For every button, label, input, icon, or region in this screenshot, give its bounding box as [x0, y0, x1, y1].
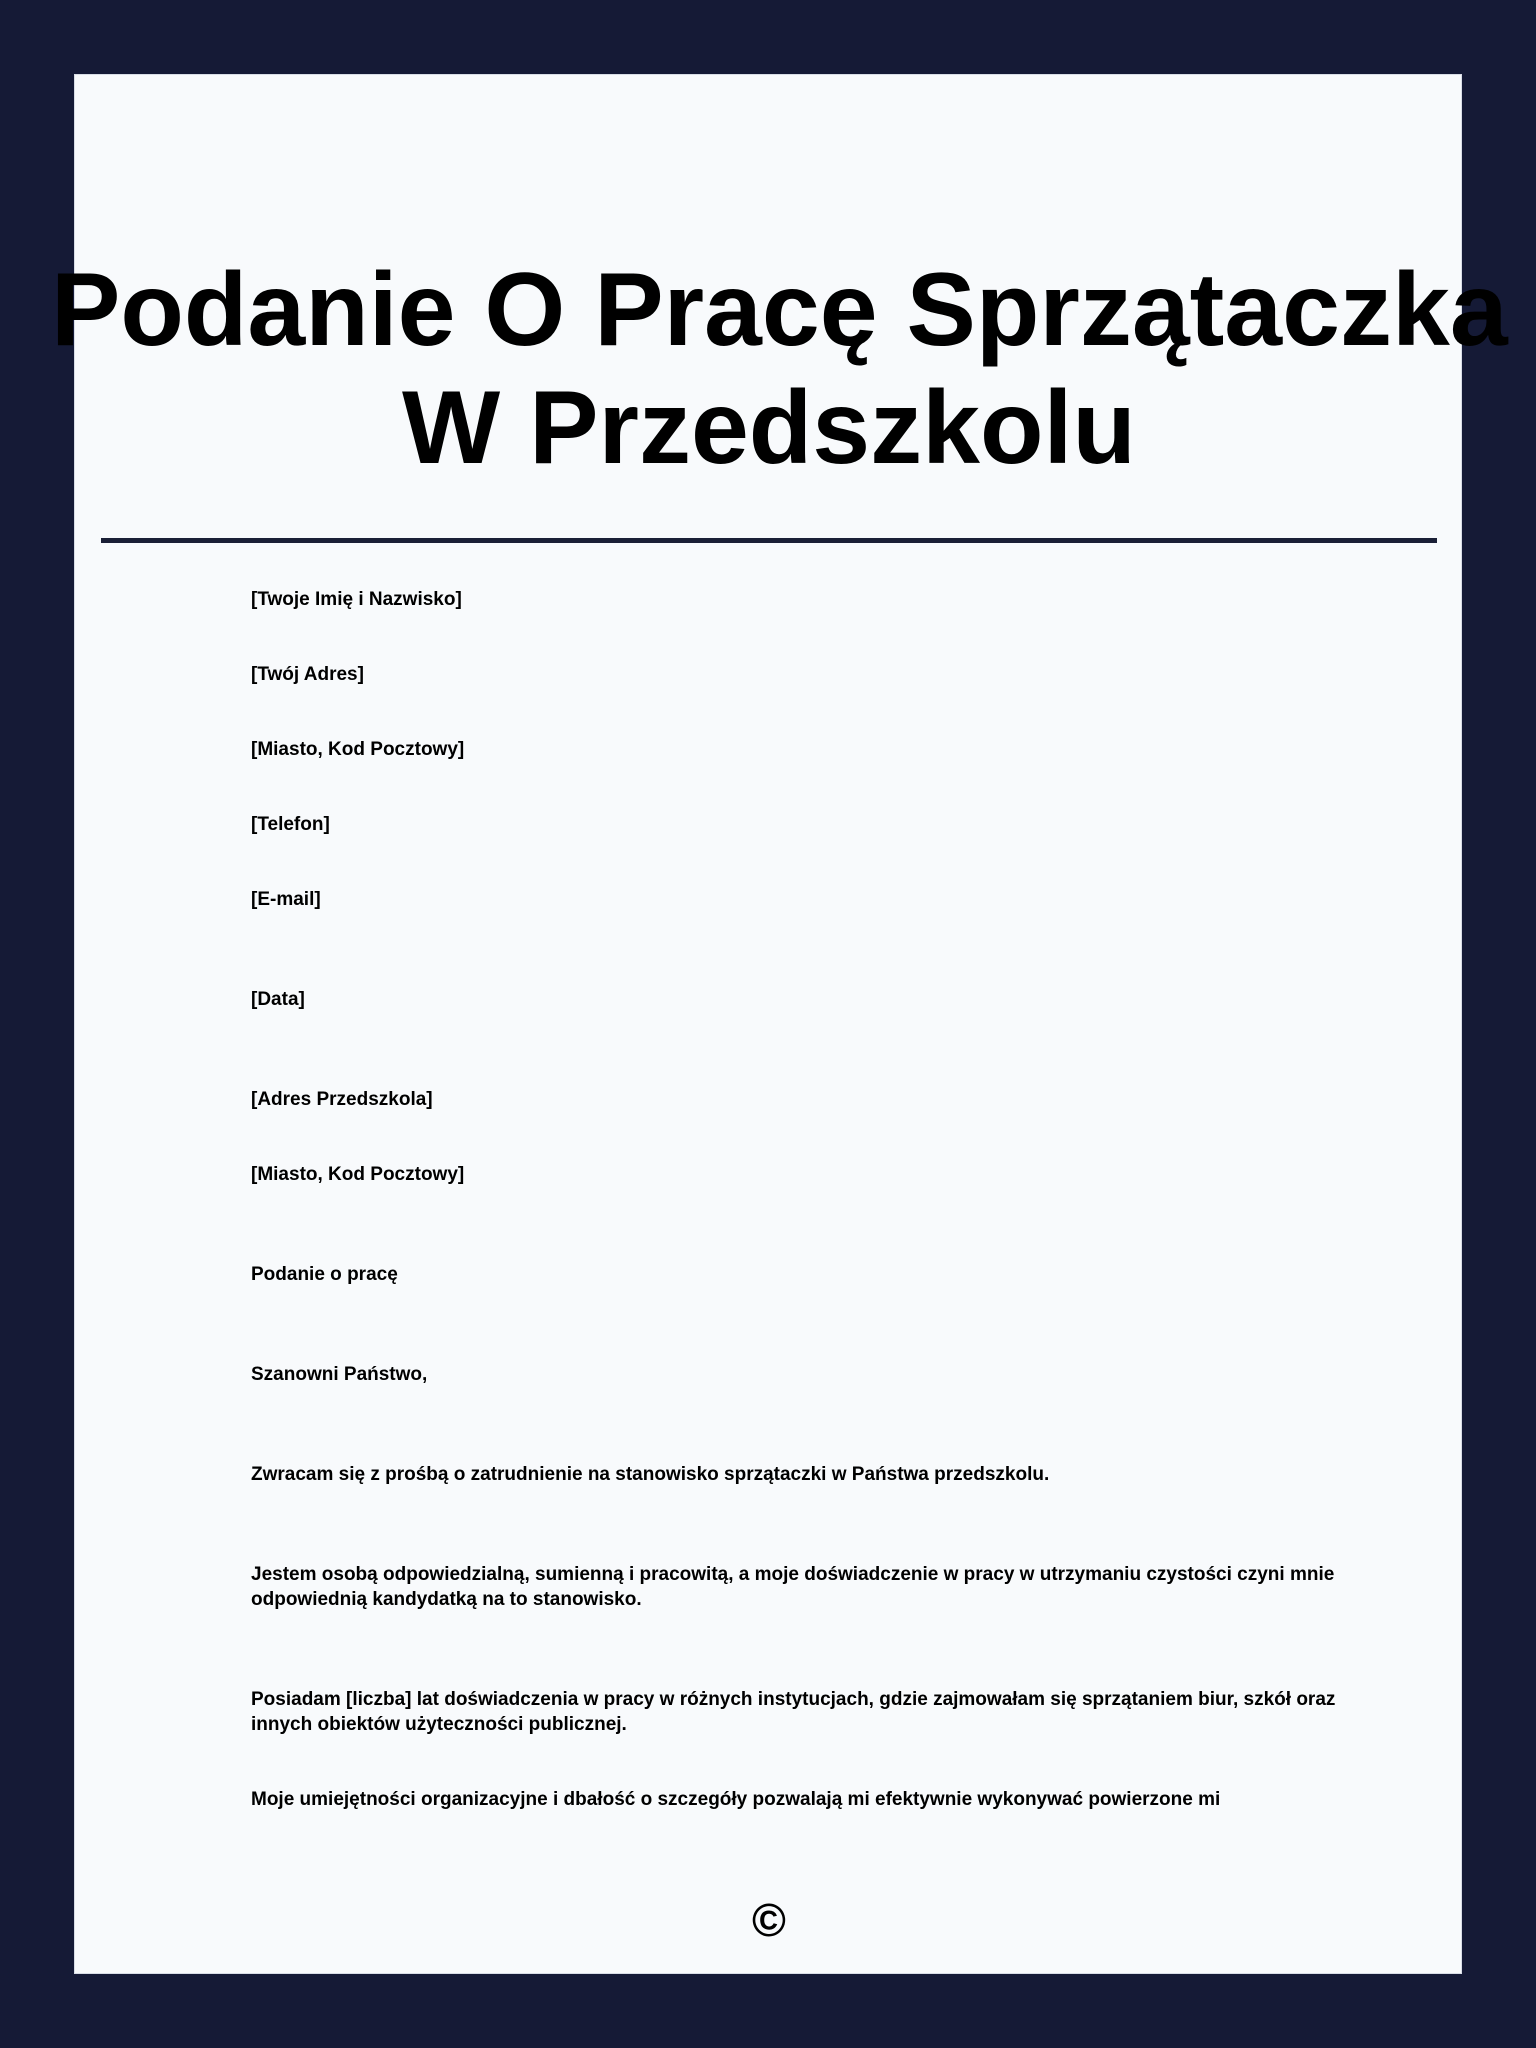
sender-city-postal: [Miasto, Kod Pocztowy] [251, 739, 465, 760]
document-title [51, 251, 1508, 487]
letter-subject: Podanie o pracę [251, 1264, 398, 1285]
letter-salutation: Szanowni Państwo, [251, 1364, 428, 1385]
document-page [51, 74, 1508, 1974]
paragraph-2: Jestem osobą odpowiedzialną, sumienną i pracowitą, a moje doświadczenie w pracy w utrzymaniu czystości czyni mnie odpowiednią kandydatką na to stanowisko. [251, 1564, 1335, 1610]
paragraph-3: Posiadam [liczba] lat doświadczenia w pracy w różnych instytucjach, gdzie zajmowałam się sprzątaniem biur, szkół oraz innych obiektów użyteczności publicznej. [251, 1689, 1336, 1735]
recipient-city-postal: [Miasto, Kod Pocztowy] [251, 1164, 465, 1185]
letter-date: [Data] [251, 989, 305, 1010]
sender-name: [Twoje Imię i Nazwisko] [251, 589, 462, 610]
document-title-line-1: Podanie O Pracę Sprzątaczka [51, 252, 1508, 368]
sender-phone: [Telefon] [251, 814, 330, 835]
title-divider [101, 538, 1437, 543]
copyright-symbol: © [752, 1894, 786, 1946]
sender-address: [Twój Adres] [251, 664, 364, 685]
recipient-address: [Adres Przedszkola] [251, 1089, 433, 1110]
sender-email: [E-mail] [251, 889, 321, 910]
paragraph-4: Moje umiejętności organizacyjne i dbałość o szczegóły pozwalają mi efektywnie wykonywać powierzone mi [251, 1789, 1221, 1810]
paragraph-1: Zwracam się z prośbą o zatrudnienie na stanowisko sprzątaczki w Państwa przedszkolu. [251, 1464, 1050, 1485]
document-title-line-2: W Przedszkolu [402, 370, 1136, 486]
